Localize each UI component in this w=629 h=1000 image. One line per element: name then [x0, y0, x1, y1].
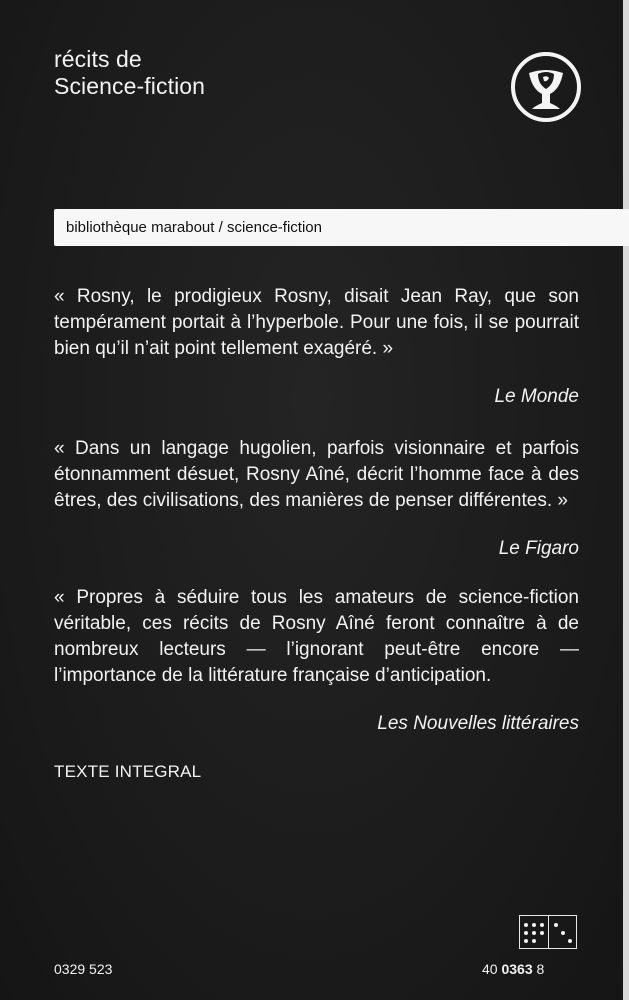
quote-le-figaro: « Dans un langage hugolien, parfois visionnaire et parfois étonnamment désuet, Rosny Aîné, décrit l’homme face à des êtres, des civilisations, des manières de penser différentes. »: [54, 438, 579, 511]
quote-source-le-monde: Le Monde: [494, 386, 579, 407]
quote-source-nouvelles-litteraires: Les Nouvelles littéraires: [377, 713, 579, 734]
series-title: [54, 46, 205, 100]
code-suffix: 8: [536, 961, 545, 977]
quote-nouvelles-litteraires: « Propres à séduire tous les amateurs de science-fiction véritable, ces récits de Rosny Aîné feront connaître à de nombreux lecteurs — l’ignorant peut-être encore — l’importance de la littérature française d’anticipation.: [54, 587, 579, 686]
series-title-line-1: récits de: [54, 46, 142, 72]
edition-note: TEXTE INTEGRAL: [54, 762, 202, 781]
series-title-line-2: Science-fiction: [54, 73, 206, 99]
price-code-dots: [519, 915, 577, 949]
code-prefix: 40: [482, 961, 498, 977]
code-bold: 0363: [501, 961, 533, 977]
isbn-code-right: [482, 961, 544, 977]
collection-banner: bibliothèque marabout / science-fiction: [54, 209, 629, 246]
quote-source-le-figaro: Le Figaro: [498, 538, 579, 559]
marabout-logo-icon: [510, 51, 582, 123]
isbn-code-left: 0329 523: [54, 961, 113, 977]
quote-le-monde: « Rosny, le prodigieux Rosny, disait Jean Ray, que son tempérament portait à l’hyperbole. Pour une fois, il se pourrait bien qu’il n’ait point tellement exagéré. »: [54, 286, 579, 359]
